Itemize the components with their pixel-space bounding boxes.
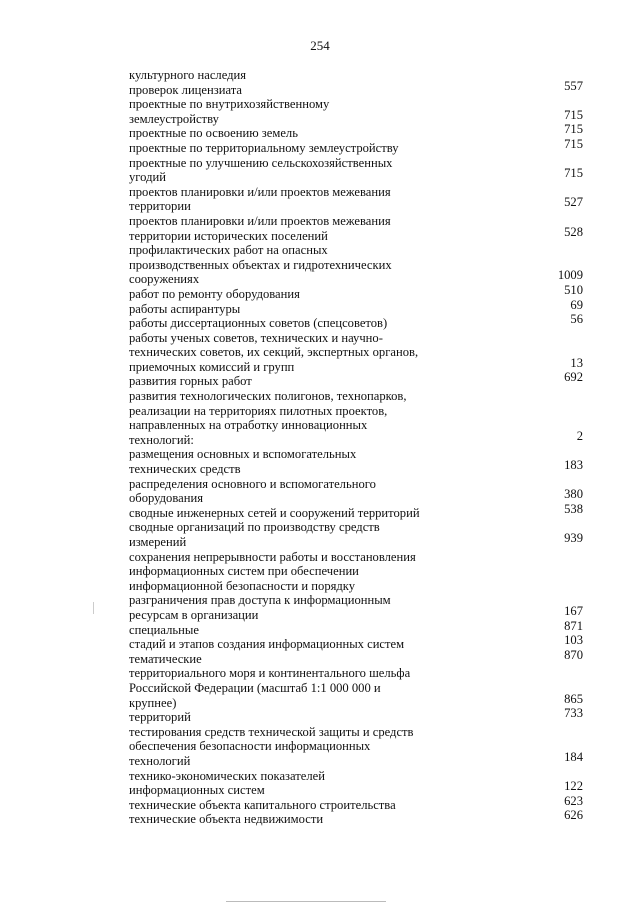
entry-text: тематические — [129, 651, 202, 666]
entry-line — [0, 78, 640, 98]
entry-number: 167 — [564, 603, 583, 618]
entry-text: технических средств — [129, 462, 241, 477]
entry-text: угодий — [129, 170, 166, 185]
entry-text: землеустройству — [129, 111, 219, 126]
entry-line — [0, 725, 640, 740]
entry-text: разграничения прав доступа к информационным — [129, 593, 391, 608]
entry-line — [0, 501, 640, 521]
entry-text: проектов планировки и/или проектов межевания — [129, 213, 391, 228]
entry-number: 510 — [564, 282, 583, 297]
entry-line — [0, 633, 640, 652]
entry-number: 538 — [564, 501, 583, 516]
entry-line — [0, 603, 640, 623]
entry-text: информационных систем при обеспечении — [129, 564, 359, 579]
entry-line — [0, 312, 640, 331]
entry-line — [0, 487, 640, 506]
entry-text: работ по ремонту оборудования — [129, 286, 300, 301]
entry-text: направленных на отработку инновационных — [129, 418, 368, 433]
entry-line — [0, 214, 640, 229]
entry-text: специальные — [129, 622, 199, 637]
entry-line — [0, 166, 640, 185]
entry-line — [0, 666, 640, 681]
entry-line — [0, 520, 640, 535]
entry-line — [0, 195, 640, 214]
entry-line — [0, 243, 640, 258]
entry-text: производственных объектах и гидротехнических — [129, 257, 392, 272]
entry-line — [0, 331, 640, 346]
entry-number: 527 — [564, 195, 583, 210]
entry-line — [0, 136, 640, 156]
entry-number: 715 — [564, 166, 583, 181]
entry-number: 122 — [564, 779, 583, 794]
entry-text: технические объекта недвижимости — [129, 812, 324, 827]
entry-line — [0, 579, 640, 594]
page-number: 254 — [310, 38, 330, 53]
entry-line — [0, 355, 640, 375]
entry-text: тестирования средств технической защиты и средств — [129, 724, 414, 739]
entry-line — [0, 477, 640, 492]
entry-number: 733 — [564, 706, 583, 721]
entry-number: 69 — [570, 297, 583, 312]
entry-text: ресурсам в организации — [129, 607, 259, 622]
entry-text: развития технологических полигонов, технопарков, — [129, 389, 407, 404]
entry-text: приемочных комиссий и групп — [129, 359, 295, 374]
entry-line — [0, 68, 640, 83]
entry-text: сводные организаций по производству средств — [129, 520, 380, 535]
entry-number: 871 — [564, 618, 583, 633]
entry-text: обеспечения безопасности информационных — [129, 739, 371, 754]
entry-line — [0, 458, 640, 477]
entry-text: проектные по внутрихозяйственному — [129, 97, 330, 112]
entry-line — [0, 749, 640, 769]
entry-text: сохранения непрерывности работы и восстановления — [129, 549, 416, 564]
entry-text: проектов планировки и/или проектов межевания — [129, 184, 391, 199]
entry-line — [0, 447, 640, 462]
entry-text: реализации на территориях пилотных проектов, — [129, 403, 388, 418]
entry-line — [0, 297, 640, 317]
entry-line — [0, 370, 640, 389]
entry-line — [0, 808, 640, 827]
scan-margin-mark — [93, 602, 94, 614]
entry-line — [0, 593, 640, 608]
entry-line — [0, 706, 640, 725]
entry-line — [0, 769, 640, 784]
entry-text: сводные инженерных сетей и сооружений территорий — [129, 505, 420, 520]
entry-number: 2 — [576, 428, 583, 443]
entry-text: информационных систем — [129, 783, 265, 798]
entry-number: 865 — [564, 691, 583, 706]
entry-text: сооружениях — [129, 272, 200, 287]
entry-number: 939 — [564, 531, 583, 545]
entry-line — [0, 107, 640, 127]
entry-number: 692 — [564, 370, 583, 385]
entry-number: 56 — [570, 312, 583, 327]
entry-text: оборудования — [129, 491, 203, 506]
entry-number: 623 — [564, 793, 583, 808]
entry-line — [0, 564, 640, 579]
entry-number: 715 — [564, 122, 583, 137]
entry-line — [0, 389, 640, 404]
entry-text: территории исторических поселений — [129, 228, 328, 243]
entry-number: 715 — [564, 136, 583, 151]
entry-text: работы ученых советов, технических и научно- — [129, 330, 383, 345]
entry-line — [0, 691, 640, 711]
entry-text: технологий — [129, 753, 191, 768]
entry-line — [0, 156, 640, 171]
entry-text: технико-экономических показателей — [129, 768, 325, 783]
entry-text: проектные по освоению земель — [129, 126, 298, 141]
entry-line — [0, 681, 640, 696]
entry-number: 380 — [564, 487, 583, 502]
entry-text: проверок лицензиата — [129, 82, 242, 97]
scan-bottom-edge — [226, 901, 386, 902]
entry-number: 13 — [570, 355, 583, 370]
entry-line — [0, 345, 640, 360]
entry-text: территорий — [129, 710, 191, 725]
entry-text: развития горных работ — [129, 374, 252, 389]
entry-number: 103 — [564, 633, 583, 648]
entry-text: информационной безопасности и порядку — [129, 578, 356, 593]
entry-line — [0, 531, 640, 550]
entry-text: территории — [129, 199, 191, 214]
entry-number: 528 — [564, 224, 583, 239]
entry-text: культурного наследия — [129, 68, 247, 82]
entry-line — [0, 258, 640, 273]
entry-number: 184 — [564, 749, 583, 764]
entry-line — [0, 122, 640, 141]
entry-text: проектные по улучшению сельскохозяйственных — [129, 155, 393, 170]
entry-number: 1009 — [557, 268, 583, 283]
entry-text: работы диссертационных советов (спецсоветов) — [129, 316, 388, 331]
entry-line — [0, 224, 640, 244]
entry-line — [0, 779, 640, 798]
entry-text: Российской Федерации (масштаб 1:1 000 000 и — [129, 680, 381, 695]
entry-text: технических советов, их секций, экспертных органов, — [129, 345, 419, 360]
entry-line — [0, 428, 640, 448]
entry-text: работы аспирантуры — [129, 301, 241, 316]
entry-line — [0, 793, 640, 813]
entry-text: технологий: — [129, 432, 194, 447]
entry-line — [0, 647, 640, 667]
entry-number: 715 — [564, 107, 583, 122]
entry-line — [0, 418, 640, 433]
entry-line — [0, 97, 640, 112]
entry-text: профилактических работ на опасных — [129, 243, 328, 258]
entry-line — [0, 268, 640, 287]
entry-line — [0, 404, 640, 419]
entry-number: 870 — [564, 647, 583, 662]
entry-line — [0, 618, 640, 638]
entry-number: 557 — [564, 78, 583, 93]
entry-line — [0, 185, 640, 200]
entry-text: стадий и этапов создания информационных систем — [129, 637, 405, 652]
entry-text: технические объекта капитального строительства — [129, 797, 396, 812]
entry-line — [0, 739, 640, 754]
entry-list — [0, 68, 640, 827]
entry-text: крупнее) — [129, 695, 177, 710]
entry-number: 626 — [564, 808, 583, 823]
entry-text: распределения основного и вспомогательного — [129, 476, 376, 491]
entry-text: размещения основных и вспомогательных — [129, 447, 357, 462]
entry-text: территориального моря и континентального шельфа — [129, 666, 411, 681]
entry-text: измерений — [129, 535, 187, 549]
entry-line — [0, 550, 640, 565]
entry-line — [0, 282, 640, 302]
entry-text: проектные по территориальному землеустройству — [129, 140, 399, 155]
entry-number: 183 — [564, 458, 583, 473]
